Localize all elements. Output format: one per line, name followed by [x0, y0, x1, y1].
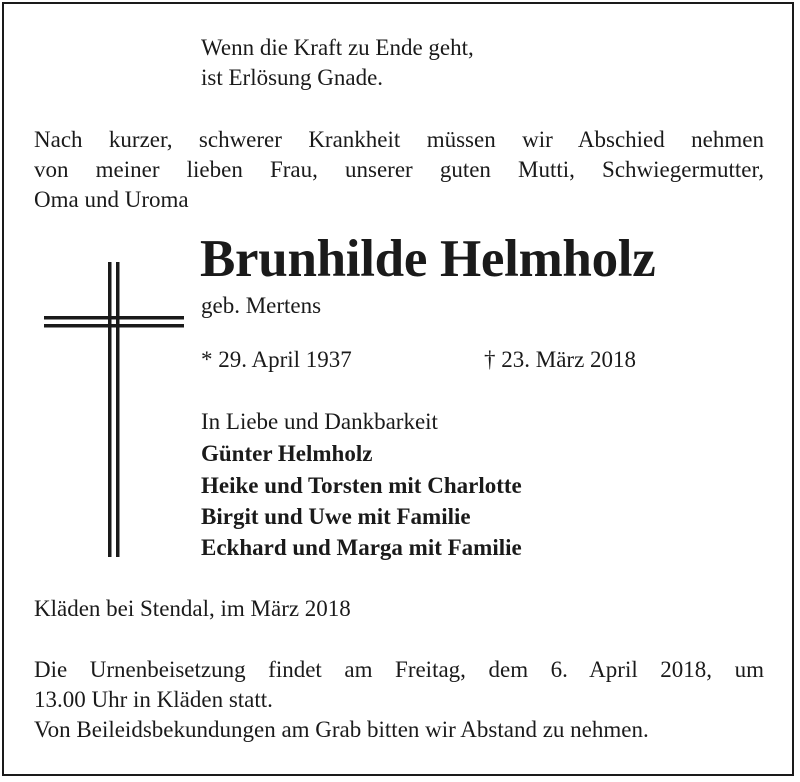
mourner-name: Günter Helmholz — [201, 441, 373, 466]
motto-line-1: Wenn die Kraft zu Ende geht, — [201, 35, 474, 60]
deceased-name: Brunhilde Helmholz — [200, 230, 656, 288]
intro-line-2: von meiner lieben Frau, unserer guten Mutti, Schwiegermutter, — [34, 157, 764, 182]
birth-date: * 29. April 1937 — [201, 347, 352, 372]
intro-line-1: Nach kurzer, schwerer Krankheit müssen wir Abschied nehmen — [34, 127, 764, 152]
mourner-name: Birgit und Uwe mit Familie — [201, 504, 471, 529]
mourner-name: Heike und Torsten mit Charlotte — [201, 473, 522, 498]
funeral-line-1: Die Urnenbeisetzung findet am Freitag, dem 6. April 2018, um — [34, 657, 764, 682]
intro-paragraph — [34, 125, 764, 215]
funeral-paragraph — [34, 655, 764, 745]
place-date: Kläden bei Stendal, im März 2018 — [34, 596, 351, 621]
maiden-name: geb. Mertens — [201, 293, 322, 318]
intro-line-3: Oma und Uroma — [34, 187, 189, 212]
mourner-name: Eckhard und Marga mit Familie — [201, 535, 522, 560]
death-date: † 23. März 2018 — [484, 347, 637, 372]
cross-icon — [44, 262, 184, 557]
mourners-intro: In Liebe und Dankbarkeit — [201, 409, 438, 434]
funeral-line-2: 13.00 Uhr in Kläden statt. — [34, 687, 273, 712]
motto-line-2: ist Erlösung Gnade. — [201, 65, 384, 90]
funeral-line-3: Von Beileidsbekundungen am Grab bitten wir Abstand zu nehmen. — [34, 717, 649, 742]
